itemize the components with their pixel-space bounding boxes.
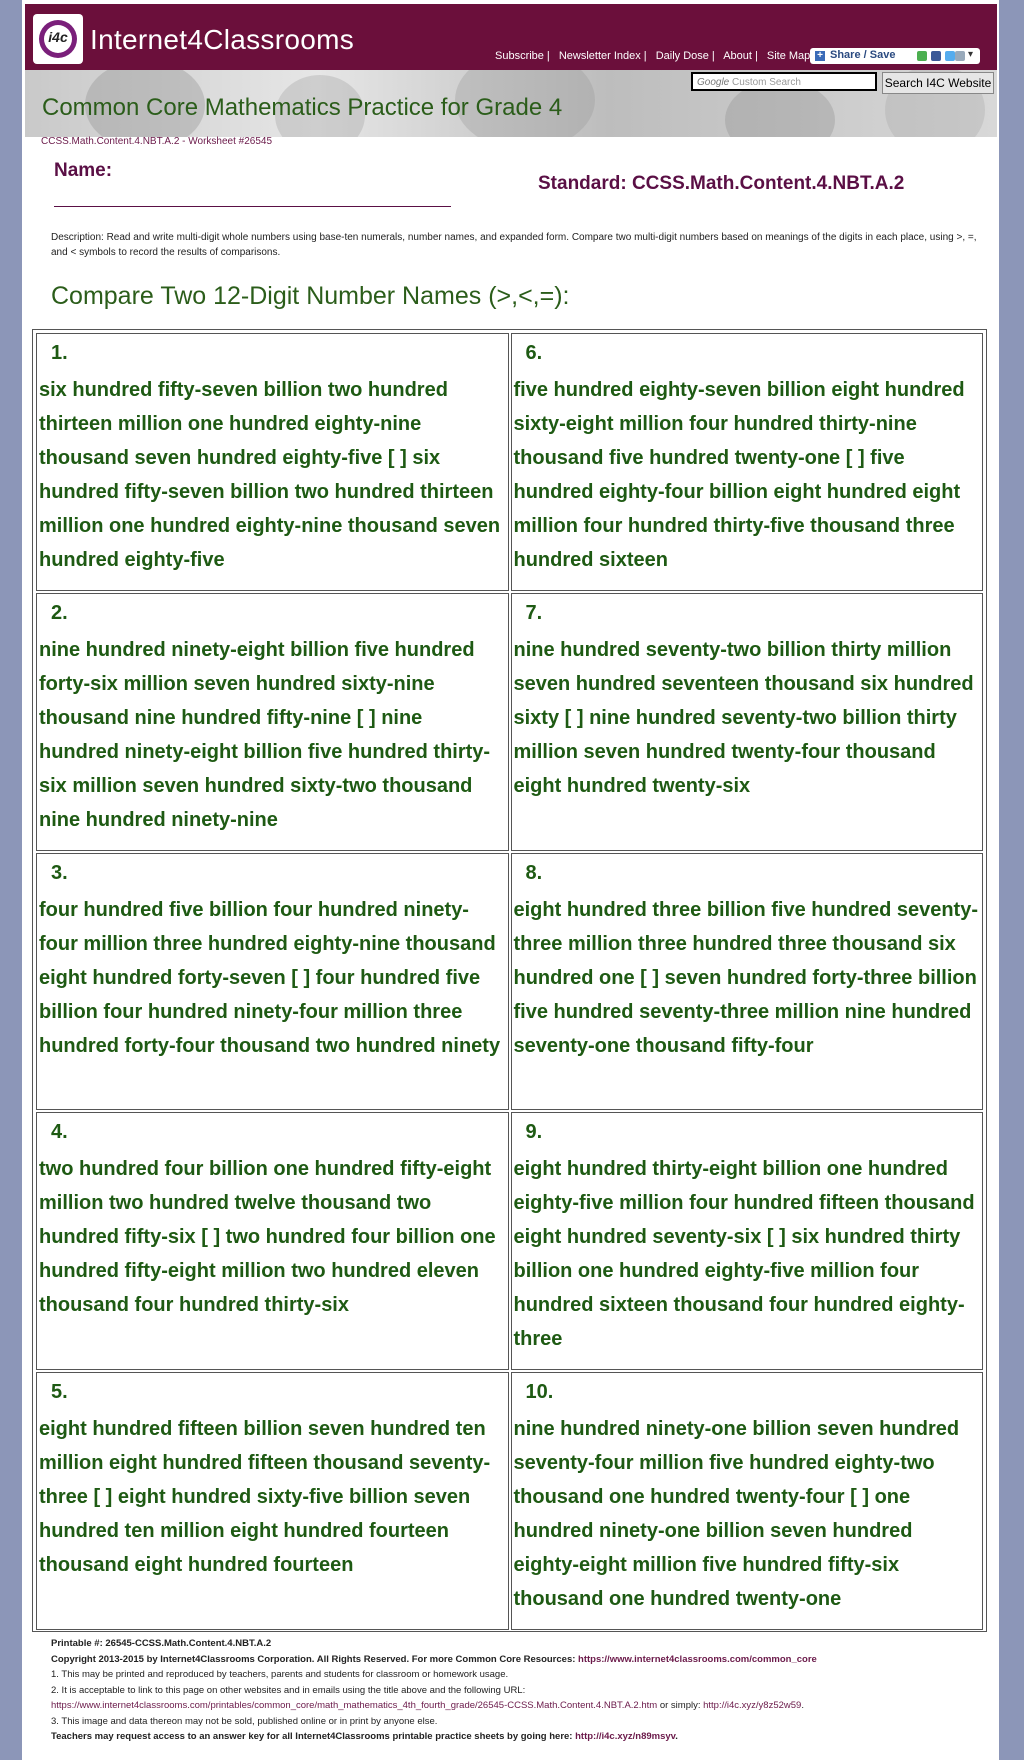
copyright-line [51,1652,991,1668]
search-button[interactable]: Search I4C Website [882,72,994,94]
question-cell [511,333,984,591]
question-cell [511,1112,984,1370]
printable-number: Printable #: 26545-CCSS.Math.Content.4.NBT.A.2 [51,1638,272,1649]
question-grid [32,329,987,1632]
question-row [35,1371,984,1631]
usage-note-2-links: https://www.internet4classrooms.com/printables/common_core/math_mathematics_4th_fourth_grade/26545-CCSS.Math.Content.4.NBT.A.2.htm or simply: http://i4c.xyz/y8z52w59. [51,1700,804,1711]
question-number: 8. [525,861,543,884]
short-url-link[interactable]: http://i4c.xyz/y8z52w59 [703,1700,802,1711]
question-row [35,852,984,1112]
search-placeholder: Custom Search [732,77,801,88]
logo-badge-text: i4c [48,29,68,45]
usage-note-3: 3. This image and data thereon may not be sold, published online or in print by anyone else. [51,1715,438,1727]
nav-subscribe[interactable]: Subscribe [495,50,544,62]
question-text: four hundred five billion four hundred ninety-four million three hundred eighty-nine thousand eight hundred forty-seven [ ] four hundred five billion four hundred ninety-four million three hundred forty-four thousand two hundred ninety [39,898,501,1057]
question-cell [36,1112,509,1370]
share-save-button[interactable] [810,48,980,64]
question-row [35,592,984,852]
footer [51,1636,991,1745]
question-number: 6. [525,342,543,364]
twitter-icon [945,51,955,61]
question-number: 2. [51,601,68,624]
question-cell [36,593,509,851]
question-cell [511,593,984,851]
question-cell [36,333,509,591]
worksheet-id: CCSS.Math.Content.4.NBT.A.2 - Worksheet #26545 [41,136,273,147]
answer-key-link[interactable]: http://i4c.xyz/n89msyv [575,1731,676,1742]
logo-badge [33,14,83,64]
or-simply-text: or simply: [657,1700,704,1711]
question-text: five hundred eighty-seven billion eight hundred sixty-eight million four hundred thirty-nine thousand five hundred twenty-one [ ] five hundred eighty-four billion eight hundred eight million four hundred thirty-five thousand three hundred sixteen [513,379,965,571]
question-text: six hundred fifty-seven billion two hundred thirteen million one hundred eighty-nine thousand seven hundred eighty-five [ ] six hundred fifty-seven billion two hundred thirteen million one hundred eighty-nine thousand seven hundred eighty-five [39,379,501,571]
question-number: 5. [51,1381,68,1404]
question-cell [36,853,509,1111]
common-core-link[interactable]: https://www.internet4classrooms.com/common_core [578,1653,817,1665]
facebook-icon [931,51,941,61]
nav-about[interactable]: About [723,50,752,62]
chevron-down-icon: ▾ [968,49,974,60]
search-brand: Google [697,77,730,88]
more-share-icon [955,51,965,61]
email-share-icon [917,51,927,61]
name-label: Name: [54,160,113,181]
usage-note-2: 2. It is acceptable to link to this page on other websites and in emails using the title above and the following URL: [51,1684,526,1696]
usage-note-1: 1. This may be printed and reproduced by teachers, parents and students for classroom or homework usage. [51,1669,509,1680]
question-cell [36,1372,509,1630]
printable-url-link[interactable]: https://www.internet4classrooms.com/printables/common_core/math_mathematics_4th_fourth_grade/26545-CCSS.Math.Content.4.NBT.A.2.htm [51,1700,658,1711]
question-number: 10. [525,1381,554,1404]
question-cell [511,1372,984,1630]
question-text: two hundred four billion one hundred fifty-eight million two hundred twelve thousand two hundred fifty-six [ ] two hundred four billion one hundred fifty-eight million two hundred eleven thousand four hundred thirty-six [39,1158,496,1317]
question-row [35,1111,984,1371]
nav-newsletter-index[interactable]: Newsletter Index [558,50,641,62]
question-number: 4. [51,1121,68,1144]
question-row [35,332,984,592]
site-logo[interactable] [33,14,355,66]
answer-key-text: Teachers may request access to an answer key for all Internet4Classrooms printable practice sheets by going here: [51,1731,573,1742]
site-header [25,4,997,70]
search-input[interactable] [691,72,877,91]
page-title: Common Core Mathematics Practice for Grade 4 [42,94,563,121]
section-heading: Compare Two 12-Digit Number Names (>,<,=): [51,282,570,310]
standard-label: Standard: CCSS.Math.Content.4.NBT.A.2 [538,173,905,194]
question-number: 3. [51,861,68,884]
page [22,0,999,1760]
answer-key-line: Teachers may request access to an answer key for all Internet4Classrooms printable practice sheets by going here: http://i4c.xyz/n89msyv. [51,1731,678,1742]
nav-daily-dose[interactable]: Daily Dose [655,50,709,62]
question-text: nine hundred seventy-two billion thirty million seven hundred seventeen thousand six hundred sixty [ ] nine hundred seventy-two billion thirty million seven hundred twenty-four thousand eight hundred twenty-six [513,638,974,797]
logo-text: Internet4Classrooms [90,24,355,55]
copyright-text: Copyright 2013-2015 by Internet4Classrooms Corporation. All Rights Reserved. For more Common Core Resources: [51,1653,576,1665]
nav-site-map[interactable]: Site Map [766,50,811,62]
question-number: 7. [525,601,543,624]
question-cell [511,853,984,1111]
question-number: 1. [51,342,68,364]
question-text: nine hundred ninety-one billion seven hundred seventy-four million five hundred eighty-two thousand one hundred twenty-four [ ] one hundred ninety-one billion seven hundred eighty-eight million five hundred fifty-six thousand one hundred twenty-one [513,1418,960,1611]
question-text: nine hundred ninety-eight billion five hundred forty-six million seven hundred sixty-nine thousand nine hundred fifty-nine [ ] nine hundred ninety-eight billion five hundred thirty-six million seven hundred sixty-two thousand nine hundred ninety-nine [39,638,491,831]
question-text: eight hundred fifteen billion seven hundred ten million eight hundred fifteen thousand seventy-three [ ] eight hundred sixty-five billion seven hundred ten million eight hundred fourteen thousand eight hundred fourteen [39,1418,491,1577]
name-underline [54,206,451,207]
question-number: 9. [525,1121,543,1144]
question-text: eight hundred thirty-eight billion one hundred eighty-five million four hundred fifteen thousand eight hundred seventy-six [ ] six hundred thirty billion one hundred eighty-five million four hundred sixteen thousand four hundred eighty-three [513,1158,975,1351]
top-nav: Subscribe | Newsletter Index | Daily Dose | About | Site Map [495,50,811,62]
description: Description: Read and write multi-digit whole numbers using base-ten numerals, number names, and expanded form. Compare two multi-digit numbers based on meanings of the digits in each place, using >, =, and < symbols to record the results of comparisons. [51,232,977,258]
question-text: eight hundred three billion five hundred seventy-three million three hundred three thousand six hundred one [ ] seven hundred forty-three billion five hundred seventy-three million nine hundred seventy-one thousand fifty-four [513,898,978,1057]
share-plus-icon: + [815,51,825,61]
banner [25,70,997,137]
share-label: Share / Save [830,49,896,61]
